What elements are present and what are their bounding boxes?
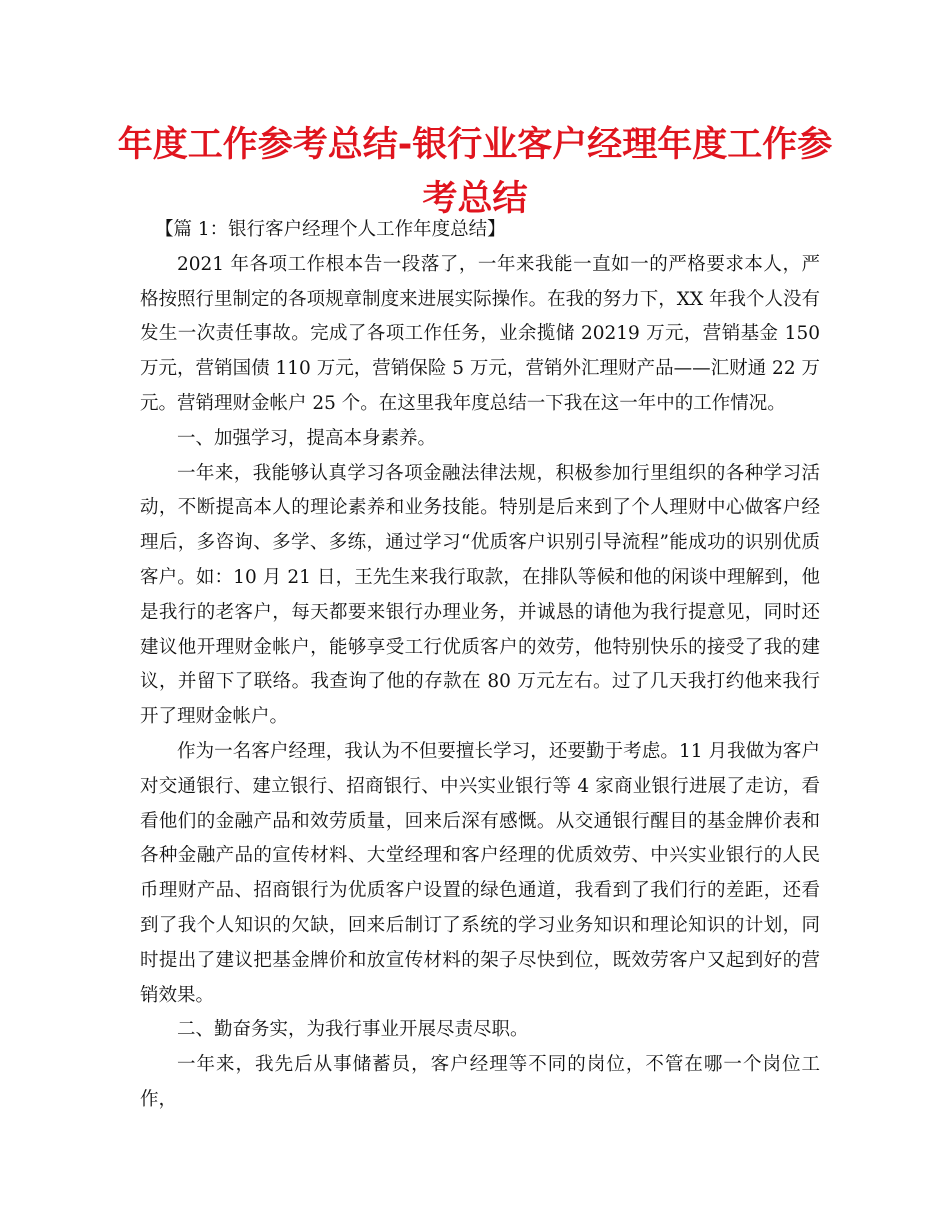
paragraph: 作为一名客户经理，我认为不但要擅长学习，还要勤于考虑。11 月我做为客户对交通银行、建立银行、招商银行、中兴实业银行等 4 家商业银行进展了走访，看看他们的金融产品和效劳质量，回来后深有感慨。从交通银行醒目的基金牌价表和各种金融产品的宣传材料、大堂经理和客户经理的优质效劳、中兴实业银行的人民币理财产品、招商银行为优质客户设置的绿色通道，我看到了我们行的差距，还看到了我个人知识的欠缺，回来后制订了系统的学习业务知识和理论知识的计划，同时提出了建议把基金牌价和放宣传材料的架子尽快到位，既效劳客户又起到好的营销效果。 <box>140 740 820 1006</box>
section-heading: 一、加强学习，提高本身素养。 <box>177 427 437 449</box>
document-body <box>140 213 820 1118</box>
paragraph: 一年来，我先后从事储蓄员，客户经理等不同的岗位，不管在哪一个岗位工作， <box>140 1054 820 1110</box>
section-heading: 二、勤奋务实，为我行事业开展尽责尽职。 <box>177 1019 529 1041</box>
document-title: 年度工作参考总结-银行业客户经理年度工作参考总结 <box>117 125 833 219</box>
paragraph: 2021 年各项工作根本告一段落了，一年来我能一直如一的严格要求本人，严格按照行里制定的各项规章制度来进展实际操作。在我的努力下，XX 年我个人没有发生一次责任事故。完成了各项工作任务，业余揽储 20219 万元，营销基金 150 万元，营销国债 110 万元，营销保险 5 万元，营销外汇理财产品——汇财通 22 万元。营销理财金帐户 25 个。在这里我年度总结一下我在这一年中的工作情况。 <box>140 253 820 414</box>
paragraph: 一年来，我能够认真学习各项金融法律法规，积极参加行里组织的各种学习活动，不断提高本人的理论素养和业务技能。特别是后来到了个人理财中心做客户经理后，多咨询、多学、多练，通过学习“优质客户识别引导流程”能成功的识别优质客户。如：10 月 21 日，王先生来我行取款，在排队等候和他的闲谈中理解到，他是我行的老客户，每天都要来银行办理业务，并诚恳的请他为我行提意见，同时还建议他开理财金帐户，能够享受工行优质客户的效劳，他特别快乐的接受了我的建议，并留下了联络。我查询了他的存款在 80 万元左右。过了几天我打约他来我行开了理财金帐户。 <box>140 462 820 728</box>
section-heading: 【篇 1：银行客户经理个人工作年度总结】 <box>155 219 506 240</box>
